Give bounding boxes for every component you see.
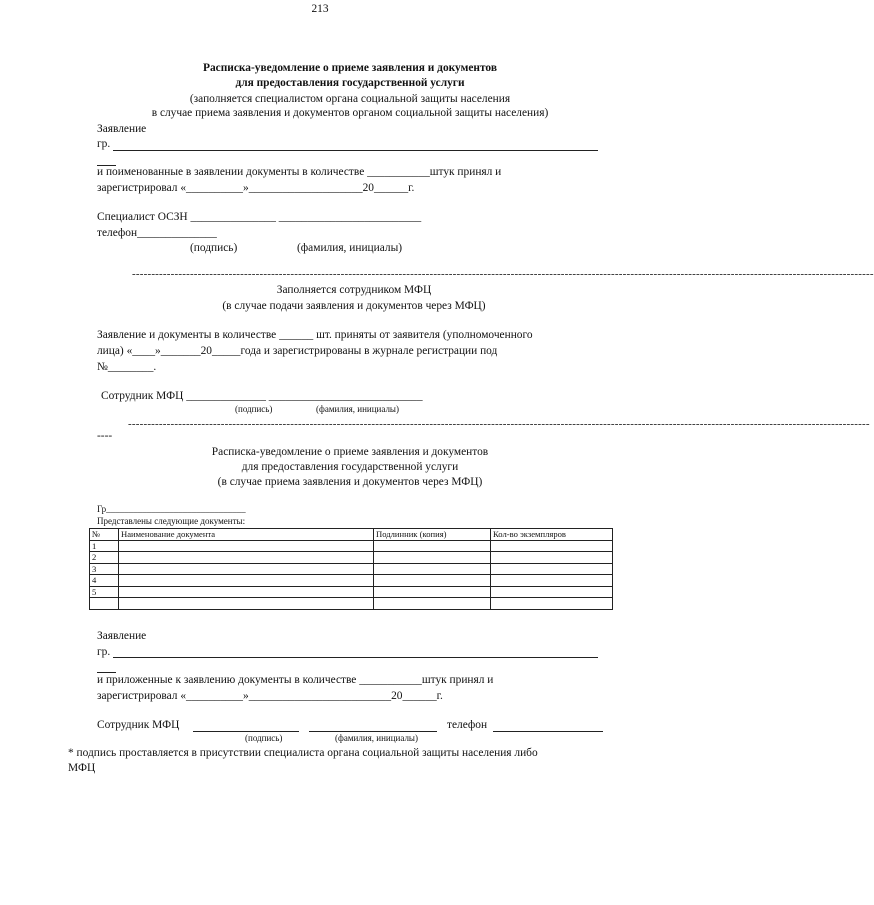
copies-cell [491,598,613,610]
original-cell [374,540,491,552]
section3-title-line3: (в случае приема заявления и документов через МФЦ) [217,476,483,488]
section2-body-line3: №________. [97,361,157,373]
section1-subtitle-line1: (заполняется специалистом органа социальной защиты населения [189,93,511,105]
original-cell [374,575,491,587]
separator-2: ------------------------------------------------------------------------------------------------------------------------------------------------------------------------------------------------ [128,418,870,430]
section1-title-line1: Расписка-уведомление о приеме заявления и документов [203,62,497,74]
separator-1: ------------------------------------------------------------------------------------------------------------------------------------------------------------------------------------------------ [132,268,874,280]
separator-2-tail: ---- [97,430,113,442]
table-header-original: Подлинник (копия) [374,529,491,541]
section3-statement-label: Заявление [97,630,147,642]
copies-cell [491,575,613,587]
table-row [90,540,613,552]
section3-citizen-line: Гр_______________________________ [97,504,246,514]
original-cell [374,563,491,575]
section3-citizen-prefix: гр. [97,646,111,658]
section1-citizen-prefix: гр. [97,138,111,150]
table-header-copies: Кол-во экземпляров [491,529,613,541]
section1-statement-label: Заявление [97,123,147,135]
section3-signature-hint: (подпись) [245,733,283,743]
section2-heading-line2: (в случае подачи заявления и документов через МФЦ) [222,300,486,312]
row-number: 2 [90,552,119,564]
section1-docs-line: и поименованные в заявлении документы в количестве ___________штук принял и [97,166,502,178]
original-cell [374,552,491,564]
copies-cell [491,563,613,575]
section2-name-hint: (фамилия, инициалы) [316,404,399,414]
section2-signature-hint: (подпись) [235,404,273,414]
doc-name-cell [119,552,374,564]
doc-name-cell [119,586,374,598]
section3-docs-line: и приложенные к заявлению документы в количестве ___________штук принял и [97,674,494,686]
section1-subtitle-line2: в случае приема заявления и документов органом социальной защиты населения) [151,107,549,119]
row-number: 4 [90,575,119,587]
section2-heading-line1: Заполняется сотрудником МФЦ [276,284,432,296]
section3-title-line2: для предоставления государственной услуги [241,461,459,473]
section2-body-line2: лица) «____»_______20_____года и зарегистрированы в журнале регистрации под [97,345,498,357]
original-cell [374,598,491,610]
section3-employee-name-line [309,731,437,732]
section1-title-line2: для предоставления государственной услуги [235,77,465,89]
row-number: 1 [90,540,119,552]
section2-body-line1: Заявление и документы в количестве ______ шт. приняты от заявителя (уполномоченного [97,329,533,341]
section3-employee-signature-line [193,731,299,732]
row-number: 5 [90,586,119,598]
copies-cell [491,586,613,598]
section3-citizen-line-rule [113,657,598,658]
table-header-number: № [90,529,119,541]
section3-title-line1: Расписка-уведомление о приеме заявления и документов [211,446,489,458]
doc-name-cell [119,540,374,552]
table-row [90,563,613,575]
section1-name-hint: (фамилия, инициалы) [297,242,403,254]
section3-name-hint: (фамилия, инициалы) [335,733,418,743]
doc-name-cell [119,563,374,575]
section1-signature-hint: (подпись) [190,242,238,254]
documents-table [89,528,613,610]
doc-name-cell [119,598,374,610]
original-cell [374,586,491,598]
footnote-line2: МФЦ [68,762,96,774]
section3-phone-line [493,731,603,732]
row-number [90,598,119,610]
section3-citizen-line-cont [97,672,116,673]
section1-citizen-line [113,150,598,151]
copies-cell [491,552,613,564]
section3-registered-line: зарегистрировал «__________»_________________________20______г. [97,690,443,702]
section3-phone-label: телефон [447,719,488,731]
section3-docs-intro: Представлены следующие документы: [97,516,246,526]
table-row [90,552,613,564]
page-number: 213 [311,3,329,15]
table-header-row [90,529,613,541]
table-header-doc-name: Наименование документа [119,529,374,541]
table-row [90,586,613,598]
table-row [90,598,613,610]
section1-registered-line: зарегистрировал «__________»____________________20______г. [97,182,415,194]
doc-name-cell [119,575,374,587]
section1-phone-line: телефон______________ [97,227,217,239]
section3-employee-label: Сотрудник МФЦ [97,719,180,731]
copies-cell [491,540,613,552]
table-row [90,575,613,587]
section2-employee-line: Сотрудник МФЦ ______________ ___________________________ [101,390,423,402]
row-number: 3 [90,563,119,575]
footnote-line1: * подпись проставляется в присутствии специалиста органа социальной защиты населения либо [68,747,538,759]
section1-specialist-line: Специалист ОСЗН _______________ _________________________ [97,211,422,223]
